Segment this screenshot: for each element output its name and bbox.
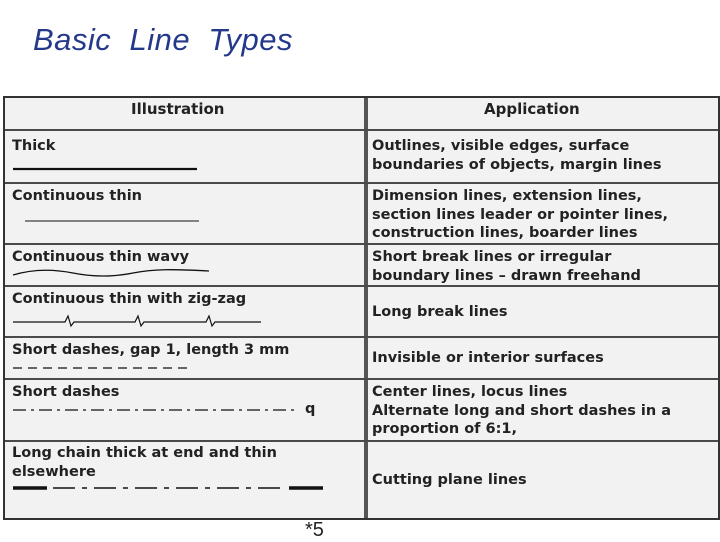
row-continuous-thin-label: Continuous thin [12,188,142,204]
row-divider [5,378,718,380]
zigzag-line-sample [13,314,265,328]
row-divider [5,129,718,131]
hidden-dashed-line-sample [13,366,193,370]
center-line-sample [13,407,303,413]
row-short-dashes-label: Short dashes [12,384,120,400]
row-wavy-label: Continuous thin wavy [12,249,190,265]
wavy-line-sample [13,266,213,280]
row-wavy-application: Short break lines or irregular boundary lines – drawn freehand [372,249,641,284]
row-zigzag-application: Long break lines [372,304,508,320]
row-zigzag-label: Continuous thin with zig-zag [12,291,247,307]
header-illustration: Illustration [131,100,225,118]
column-divider [364,98,368,518]
row-thick-label: Thick [12,138,56,154]
continuous-thin-line-sample [25,219,205,223]
slide-number: *5 [305,519,324,541]
row-divider [5,336,718,338]
row-continuous-thin-application: Dimension lines, extension lines, section lines leader or pointer lines, construction lines, boarder lines [372,188,669,241]
slide-title: Basic Line Types [33,22,293,57]
row-divider [5,243,718,245]
row-divider [5,285,718,287]
row-short-dashes-gap-label: Short dashes, gap 1, length 3 mm [12,342,290,358]
cutting-plane-line-sample [13,484,325,492]
row-short-dashes-application: Center lines, locus lines Alternate long and short dashes in a proportion of 6:1, [372,384,672,437]
row-short-dashes-gap-application: Invisible or interior surfaces [372,350,604,366]
header-application: Application [484,100,580,118]
line-types-table [3,96,720,520]
row-thick-application: Outlines, visible edges, surface boundaries of objects, margin lines [372,138,662,173]
row-long-chain-application: Cutting plane lines [372,472,527,488]
center-line-suffix: q [305,401,316,417]
thick-line-sample [13,166,203,172]
row-divider [5,440,718,442]
row-long-chain-label: Long chain thick at end and thin elsewhere [12,445,277,480]
row-divider [5,182,718,184]
